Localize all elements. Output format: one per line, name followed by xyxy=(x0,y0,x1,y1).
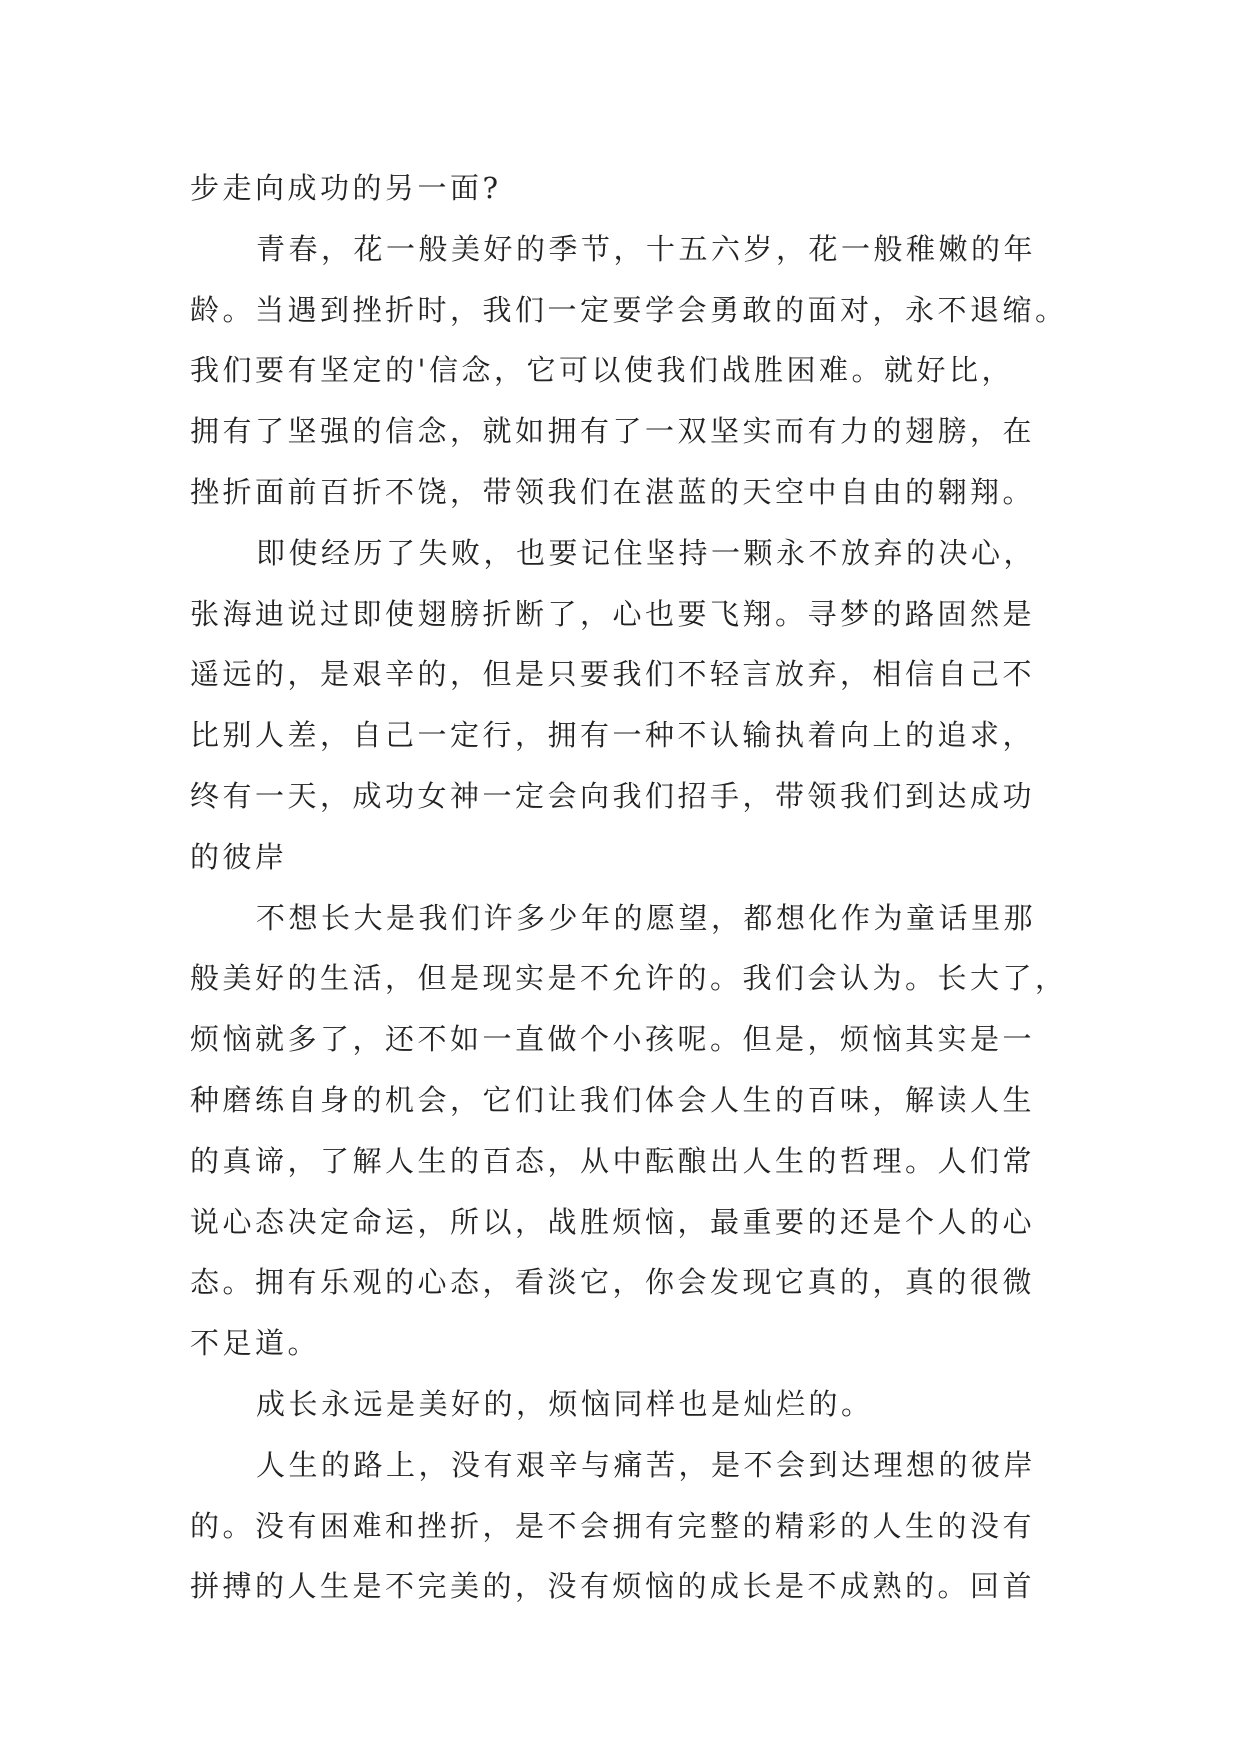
text-line: 的。没有困难和挫折，是不会拥有完整的精彩的人生的没有 xyxy=(190,1508,1036,1543)
text-line: 即使经历了失败，也要记住坚持一颗永不放弃的决心， xyxy=(256,535,1037,570)
text-line: 龄。当遇到挫折时，我们一定要学会勇敢的面对，永不退缩。 xyxy=(190,292,1068,327)
text-line: 态。拥有乐观的心态，看淡它，你会发现它真的，真的很微 xyxy=(190,1265,1036,1300)
document-body xyxy=(190,158,1068,1617)
text-line: 不足道。 xyxy=(190,1326,321,1361)
text-line: 拥有了坚强的信念，就如拥有了一双坚实而有力的翅膀，在 xyxy=(190,414,1036,449)
text-line: 种磨练自身的机会，它们让我们体会人生的百味，解读人生 xyxy=(190,1082,1036,1117)
text-line: 拼搏的人生是不完美的，没有烦恼的成长是不成熟的。回首 xyxy=(190,1569,1036,1604)
text-line: 不想长大是我们许多少年的愿望，都想化作为童话里那 xyxy=(256,900,1037,935)
text-line: 张海迪说过即使翅膀折断了，心也要飞翔。寻梦的路固然是 xyxy=(190,596,1036,631)
text-line: 说心态决定命运，所以，战胜烦恼，最重要的还是个人的心 xyxy=(190,1204,1036,1239)
text-line: 般美好的生活，但是现实是不允许的。我们会认为。长大了， xyxy=(190,961,1068,996)
text-line: 挫折面前百折不饶，带领我们在湛蓝的天空中自由的翱翔。 xyxy=(190,474,1036,509)
text-line: 遥远的，是艰辛的，但是只要我们不轻言放弃，相信自己不 xyxy=(190,657,1036,692)
text-line: 我们要有坚定的'信念，它可以使我们战胜困难。就好比， xyxy=(190,353,1014,388)
text-line: 终有一天，成功女神一定会向我们招手，带领我们到达成功 xyxy=(190,778,1036,813)
text-line: 步走向成功的另一面? xyxy=(190,171,502,205)
text-line: 比别人差，自己一定行，拥有一种不认输执着向上的追求， xyxy=(190,718,1036,753)
text-line: 烦恼就多了，还不如一直做个小孩呢。但是，烦恼其实是一 xyxy=(190,1022,1036,1057)
text-line: 成长永远是美好的，烦恼同样也是灿烂的。 xyxy=(256,1386,874,1421)
text-line: 青春，花一般美好的季节，十五六岁，花一般稚嫩的年 xyxy=(256,231,1037,266)
text-line: 的真谛，了解人生的百态，从中酝酿出人生的哲理。人们常 xyxy=(190,1143,1036,1178)
text-line: 人生的路上，没有艰辛与痛苦，是不会到达理想的彼岸 xyxy=(256,1447,1037,1482)
text-line: 的彼岸 xyxy=(190,839,288,874)
